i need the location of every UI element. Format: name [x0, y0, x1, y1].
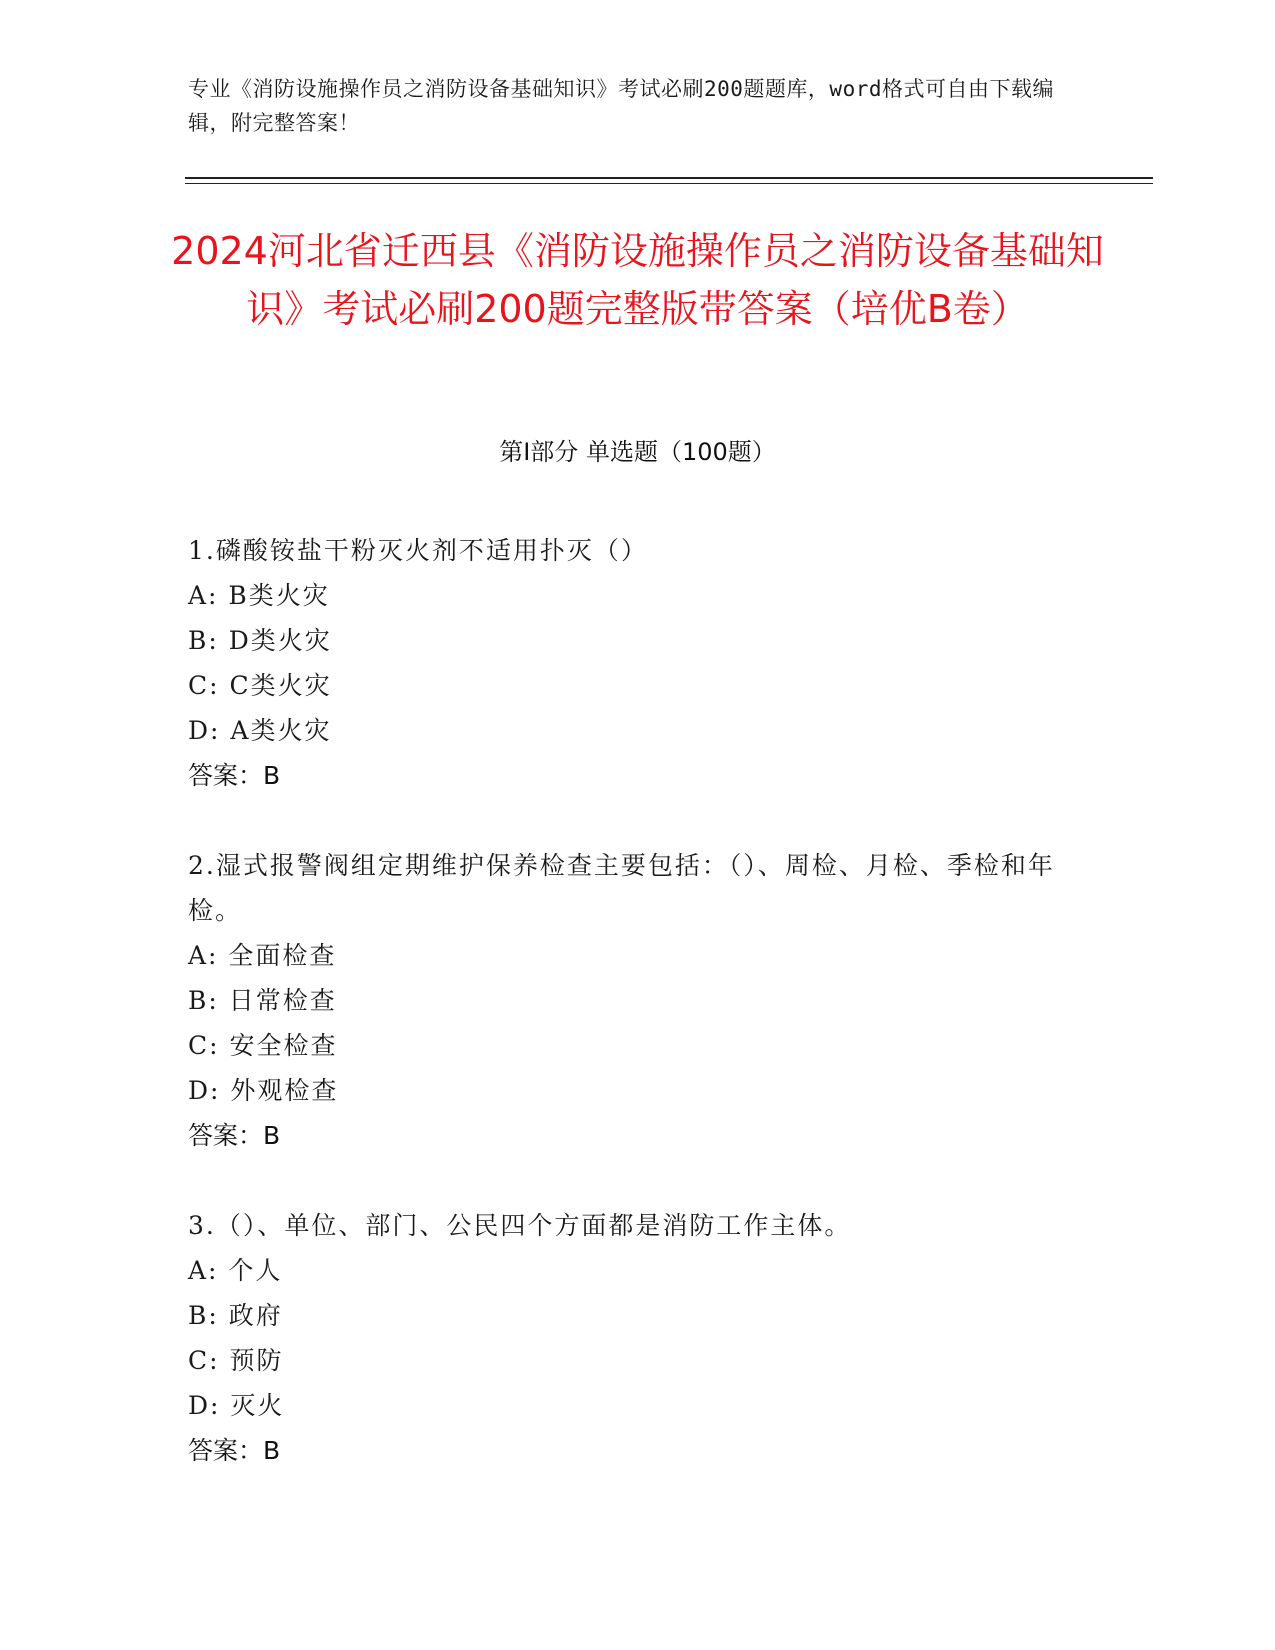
header-note: 专业《消防设施操作员之消防设备基础知识》考试必刷200题题库，word格式可自由下载编辑，附完整答案！ [188, 77, 1054, 135]
question-spacer [188, 1158, 1068, 1203]
question-2 [188, 843, 1068, 1158]
section-title: 第Ⅰ部分 单选题（100题） [499, 438, 776, 466]
question-stem: 2.湿式报警阀组定期维护保养检查主要包括：（）、周检、月检、季检和年检。 [188, 851, 1055, 925]
question-3 [188, 1203, 1068, 1473]
document-title: 2024河北省迁西县《消防设施操作员之消防设备基础知识》考试必刷200题完整版带答案（培优B卷） [171, 229, 1104, 331]
answer: 答案：B [188, 761, 281, 790]
option-c: C: 安全检查 [188, 1031, 338, 1060]
option-a: A: 全面检查 [188, 941, 337, 970]
option-c: C: 预防 [188, 1346, 284, 1375]
option-b: B: 日常检查 [188, 986, 337, 1015]
question-stem: 3.（）、单位、部门、公民四个方面都是消防工作主体。 [188, 1211, 852, 1240]
option-c: C: C类火灾 [188, 671, 332, 700]
header-divider-thin [185, 183, 1153, 184]
question-spacer [188, 798, 1068, 843]
option-b: B: D类火灾 [188, 626, 332, 655]
option-b: B: 政府 [188, 1301, 283, 1330]
option-d: D: A类火灾 [188, 716, 332, 745]
option-a: A: B类火灾 [188, 581, 330, 610]
question-list [188, 528, 1068, 1473]
answer: 答案：B [188, 1121, 281, 1150]
question-1 [188, 528, 1068, 798]
header-divider-thick [185, 177, 1153, 179]
option-a: A: 个人 [188, 1256, 283, 1285]
answer: 答案：B [188, 1436, 281, 1465]
question-stem: 1.磷酸铵盐干粉灭火剂不适用扑灭（） [188, 536, 648, 565]
option-d: D: 灭火 [188, 1391, 285, 1420]
option-d: D: 外观检查 [188, 1076, 339, 1105]
